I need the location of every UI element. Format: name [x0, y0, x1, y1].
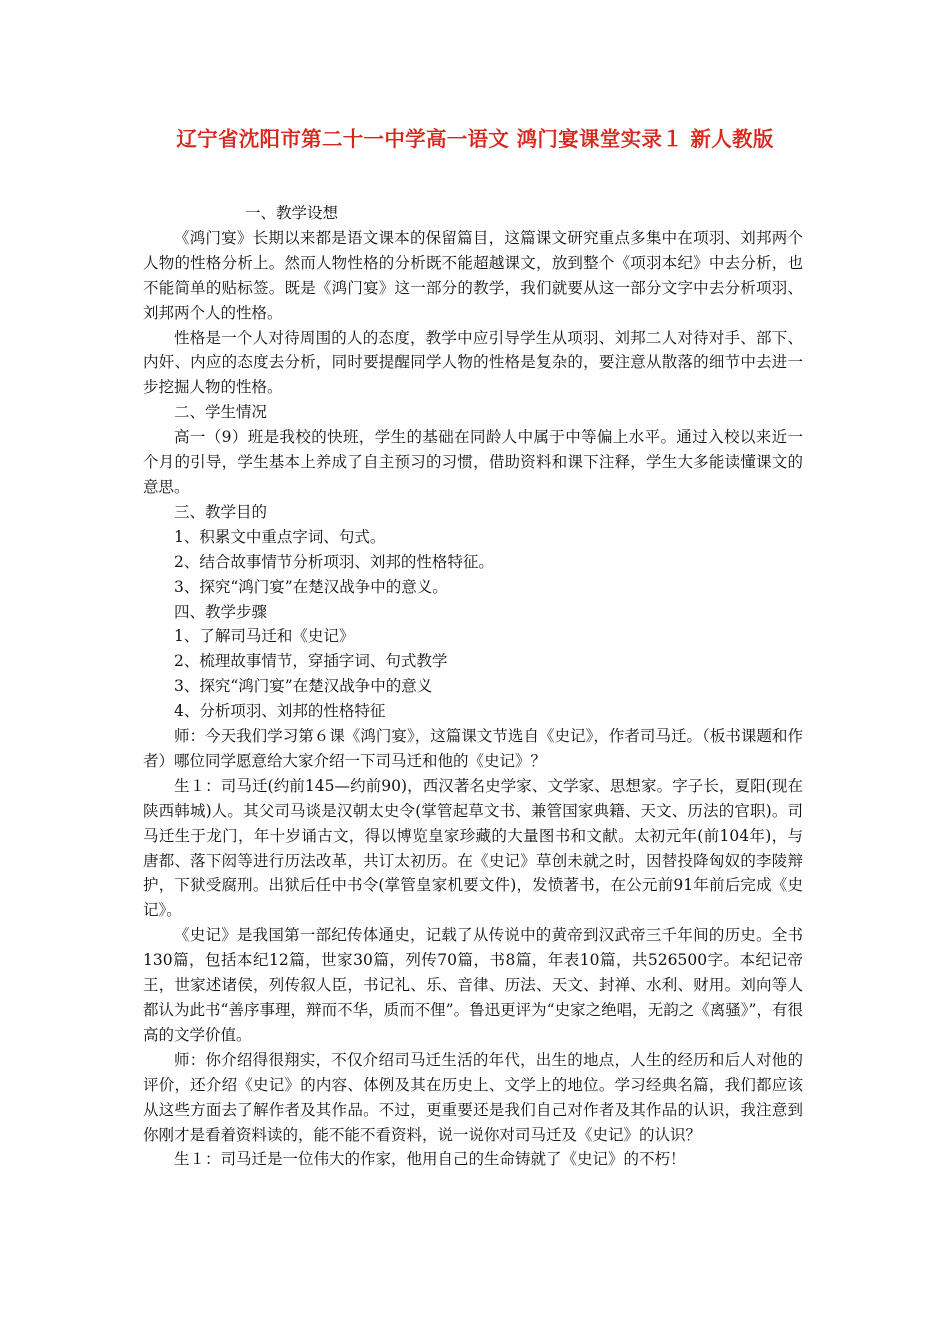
list-item: 2、结合故事情节分析项羽、刘邦的性格特征。 — [174, 552, 494, 571]
dialogue-paragraph: 生１：司马迁(约前145—约前90)，西汉著名史学家、文学家、思想家。字子长，夏阳(现在陕西韩城)人。其父司马谈是汉朝太史令(掌管起草文书、兼管国家典籍、天文、历法的官职)。司马迁生于龙门，年十岁诵古文，得以博览皇家珍藏的大量图书和文献。太初元年(前104年)，与唐都、落下闳等进行历法改革，共订太初历。在《史记》草创未就之时，因替投降匈奴的李陵辩护，下狱受腐刑。出狱后任中书令(掌管皇家机要文件)，发愤著书，在公元前91年前后完成《史记》。 — [143, 776, 803, 920]
list-item: 3、探究“鸿门宴”在楚汉战争中的意义。 — [174, 577, 448, 596]
list-item: 4、分析项羽、刘邦的性格特征 — [174, 702, 386, 721]
list-item: 2、梳理故事情节，穿插字词、句式教学 — [174, 652, 448, 671]
list-item: 1、了解司马迁和《史记》 — [174, 627, 355, 646]
dialogue-paragraph: 生１：司马迁是一位伟大的作家，他用自己的生命铸就了《史记》的不朽！ — [174, 1150, 686, 1169]
section-heading: 二、学生情况 — [174, 403, 268, 422]
document-body — [143, 201, 803, 1172]
list-item: 3、探究“鸿门宴”在楚汉战争中的意义 — [174, 677, 433, 696]
section-heading: 三、教学目的 — [174, 502, 268, 521]
paragraph: 性格是一个人对待周围的人的态度，教学中应引导学生从项羽、刘邦二人对待对手、部下、内奸、内应的态度去分析，同时要提醒同学人物的性格是复杂的，要注意从散落的细节中去进一步挖掘人物的性格。 — [143, 328, 803, 397]
document-title: 辽宁省沈阳市第二十一中学高一语文 鸿门宴课堂实录１ 新人教版 — [176, 127, 774, 151]
section-heading: 一、教学设想 — [245, 204, 339, 222]
paragraph: 高一（9）班是我校的快班，学生的基础在同龄人中属于中等偏上水平。通过入校以来近一个月的引导，学生基本上养成了自主预习的习惯，借助资料和课下注释，学生大多能读懂课文的意思。 — [143, 428, 803, 496]
paragraph: 《鸿门宴》长期以来都是语文课本的保留篇目，这篇课文研究重点多集中在项羽、刘邦两个人物的性格分析上。然而人物性格的分析既不能超越课文，放到整个《项羽本纪》中去分析，也不能简单的贴标签。既是《鸿门宴》这一部分的教学，我们就要从这一部分文字中去分析项羽、刘邦两个人的性格。 — [143, 228, 803, 322]
list-item: 1、积累文中重点字词、句式。 — [174, 527, 386, 546]
dialogue-paragraph: 师：今天我们学习第６课《鸿门宴》，这篇课文节选自《史记》，作者司马迁。（板书课题和作者）哪位同学愿意给大家介绍一下司马迁和他的《史记》？ — [143, 727, 803, 770]
paragraph: 《史记》是我国第一部纪传体通史，记载了从传说中的黄帝到汉武帝三千年间的历史。全书130篇，包括本纪12篇，世家30篇，列传70篇，书8篇，年表10篇，共526500字。本纪记帝王，世家述诸侯，列传叙人臣，书记礼、乐、音律、历法、天文、封禅、水利、财用。刘向等人都认为此书“善序事理，辩而不华，质而不俚”。鲁迅更评为“史家之绝唱，无韵之《离骚》”，有很高的文学价值。 — [143, 926, 803, 1044]
dialogue-paragraph: 师：你介绍得很翔实，不仅介绍司马迁生活的年代，出生的地点，人生的经历和后人对他的评价，还介绍《史记》的内容、体例及其在历史上、文学上的地位。学习经典名篇，我们都应该从这些方面去了解作者及其作品。不过，更重要还是我们自己对作者及其作品的认识，我注意到你刚才是看着资料读的，能不能不看资料，说一说你对司马迁及《史记》的认识？ — [143, 1050, 803, 1144]
section-heading: 四、教学步骤 — [174, 602, 268, 621]
